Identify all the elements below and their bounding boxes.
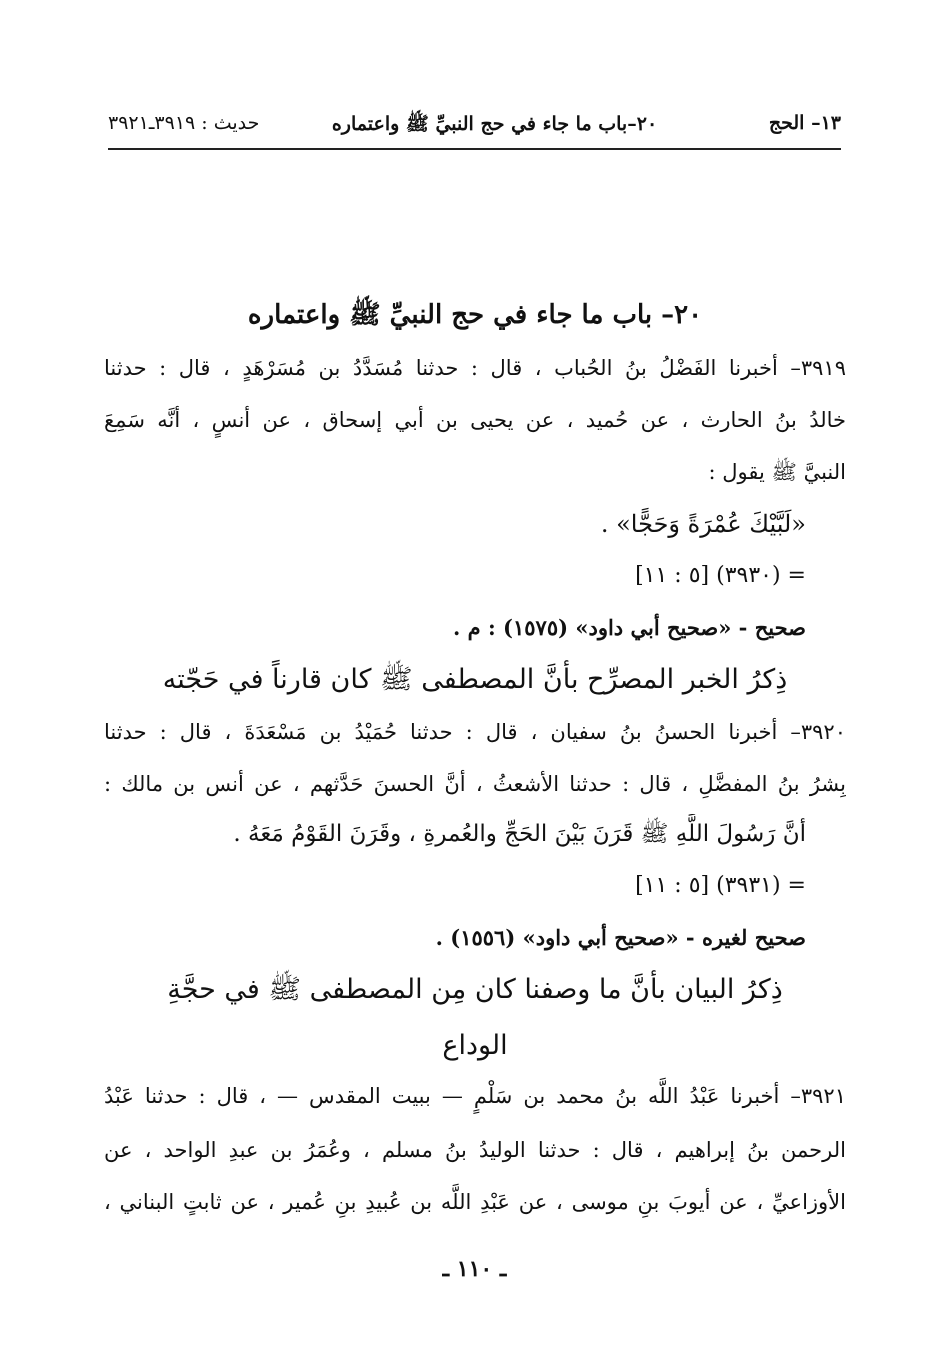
subheading: ذِكرُ البيان بأنَّ ما وصفنا كان مِن المصطفى ﷺ في حجَّةِ — [167, 974, 783, 1005]
text-line: ٣٩٢٠– أخبرنا الحسنُ بنُ سفيان ، قال : حدثنا حُمَيْدُ بن مَسْعَدَةَ ، قال : حدثنا — [104, 720, 846, 744]
running-header-hadith-range: حديث : ٣٩١٩ـ٣٩٢١ — [108, 112, 260, 134]
quoted-text: أنَّ رَسُولَ اللَّهِ ﷺ قَرَنَ بَيْنَ الحَجِّ والعُمرةِ ، وقَرَنَ القَوْمُ مَعَهُ . — [233, 821, 806, 847]
hadith-grade: صحيح - «صحيح أبي داود» (١٥٧٥) : م . — [453, 615, 806, 640]
subheading: ذِكرُ الخبر المصرِّح بأنَّ المصطفى ﷺ كان قارناً في حَجّته — [162, 664, 788, 695]
text-line: الأوزاعيِّ ، عن أيوبَ بنِ موسى ، عن عَبْدِ اللَّه بن عُبيدِ بنِ عُمير ، عن ثابتٍ البناني ، — [104, 1190, 846, 1214]
cross-reference: = (٣٩٣١) [٥ : ١١] — [635, 873, 806, 898]
quoted-text: «لَبَّيْكَ عُمْرَةً وَحَجًّا» . — [600, 510, 806, 538]
text-line: ٣٩١٩– أخبرنا الفَضْلُ بنُ الحُباب ، قال : حدثنا مُسَدَّدُ بن مُسَرْهَدٍ ، قال : حدثنا — [104, 356, 846, 380]
running-header-chapter: ١٣– الحج — [768, 112, 841, 134]
cross-reference: = (٣٩٣٠) [٥ : ١١] — [635, 563, 806, 588]
section-title: ٢٠– باب ما جاء في حج النبيِّ ﷺ واعتماره — [247, 300, 703, 330]
subheading-continuation: الوداع — [442, 1030, 508, 1061]
text-line: بِشرُ بنُ المفضَّلِ ، قال : حدثنا الأشعثُ ، أنَّ الحسنَ حَدَّثهم ، عن أنس بن مالك : — [104, 772, 846, 796]
text-line: النبيَّ ﷺ يقول : — [708, 460, 846, 484]
hadith-grade: صحيح لغيره - «صحيح أبي داود» (١٥٥٦) . — [435, 925, 806, 950]
text-line: الرحمن بنُ إبراهيم ، قال : حدثنا الوليدُ بنُ مسلم ، وعُمَرُ بن عبدِ الواحد ، عن — [104, 1138, 846, 1162]
page-number: ـ ١١٠ ـ — [442, 1256, 507, 1282]
header-rule — [108, 148, 841, 150]
text-line: خالدُ بنُ الحارث ، عن حُميد ، عن يحيى بن أبي إسحاق ، عن أنسٍ ، أنَّه سَمِعَ — [104, 408, 846, 432]
running-header-section: ٢٠–باب ما جاء في حج النبيِّ ﷺ واعتماره — [331, 113, 658, 135]
text-line: ٣٩٢١– أخبرنا عَبْدُ اللَّه بنُ محمد بن سَلْمٍ — ببيت المقدس — ، قال : حدثنا عَبْدُ — [104, 1084, 846, 1108]
